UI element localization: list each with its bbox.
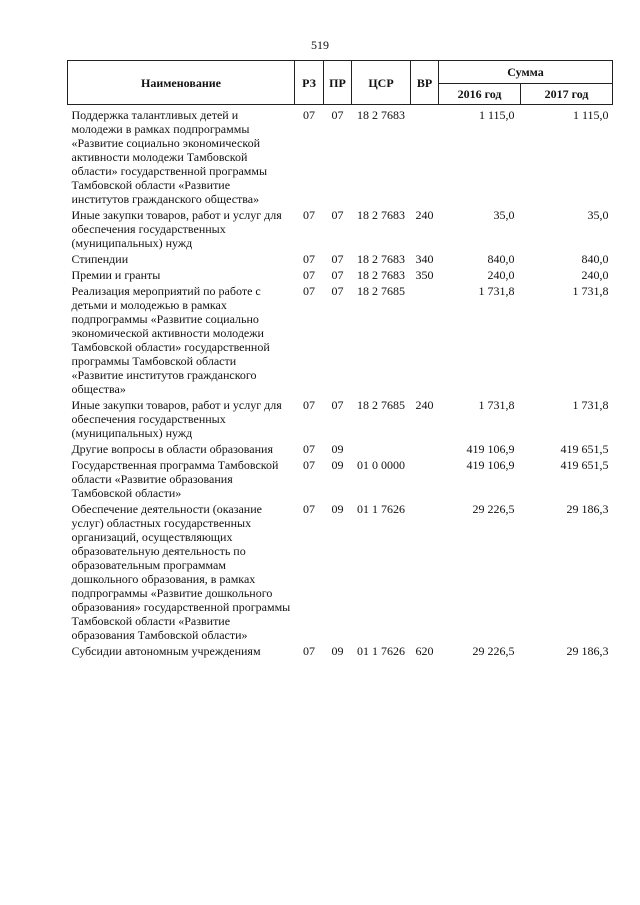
header-year-2017: 2017 год — [521, 84, 613, 105]
row-amount-2017: 840,0 — [581, 252, 609, 266]
row-rz: 07 — [303, 442, 315, 456]
row-amount-2016: 35,0 — [493, 208, 515, 222]
row-csr: 18 2 7683 — [357, 268, 405, 282]
row-amount-2016: 1 115,0 — [478, 108, 515, 122]
row-pr: 09 — [331, 458, 344, 472]
row-name: Премии и гранты — [71, 268, 161, 282]
row-amount-2016: 1 731,8 — [478, 398, 515, 412]
row-amount-2017: 419 651,5 — [560, 442, 609, 456]
row-name: Иные закупки товаров, работ и услуг для обеспечения государственных (муниципальных) нужд — [71, 208, 282, 250]
row-amount-2016: 29 226,5 — [472, 502, 515, 516]
row-pr: 07 — [331, 268, 344, 282]
row-vr: 240 — [415, 208, 434, 222]
table-row — [68, 105, 613, 209]
row-rz: 07 — [303, 458, 315, 472]
row-csr: 18 2 7685 — [357, 284, 405, 298]
row-csr: 18 2 7685 — [357, 398, 405, 412]
row-vr: 620 — [415, 644, 434, 658]
row-amount-2016: 29 226,5 — [472, 644, 515, 658]
row-vr — [411, 458, 439, 502]
page-number: 519 — [311, 38, 329, 52]
row-amount-2016: 1 731,8 — [478, 284, 515, 298]
row-vr: 350 — [415, 268, 434, 282]
header-name: Наименование — [68, 61, 295, 105]
row-csr: 18 2 7683 — [357, 208, 405, 222]
row-amount-2017: 35,0 — [587, 208, 609, 222]
header-vr: ВР — [411, 61, 439, 105]
table-row — [68, 458, 613, 502]
row-rz: 07 — [303, 398, 315, 412]
row-name: Субсидии автономным учреждениям — [71, 644, 261, 658]
row-rz: 07 — [303, 108, 315, 122]
row-amount-2017: 1 731,8 — [572, 284, 609, 298]
row-vr: 240 — [415, 398, 434, 412]
row-rz: 07 — [303, 502, 315, 516]
table-row — [68, 284, 613, 398]
row-amount-2017: 29 186,3 — [566, 502, 609, 516]
table-row — [68, 208, 613, 252]
row-vr — [411, 502, 439, 644]
row-name: Поддержка талантливых детей и молодежи в рамках подпрограммы «Развитие социально экономической активности молодежи Тамбовской области» государственной программы Тамбовской области «Развитие институтов гражданского общества» — [71, 108, 268, 206]
header-csr: ЦСР — [352, 61, 411, 105]
row-rz: 07 — [303, 284, 315, 298]
row-name: Государственная программа Тамбовской области «Развитие образования Тамбовской области» — [71, 458, 279, 500]
row-csr: 18 2 7683 — [357, 252, 405, 266]
header-rz: РЗ — [295, 61, 324, 105]
row-amount-2017: 419 651,5 — [560, 458, 609, 472]
row-amount-2017: 240,0 — [581, 268, 609, 282]
row-amount-2017: 29 186,3 — [566, 644, 609, 658]
row-pr: 09 — [331, 502, 344, 516]
row-name: Обеспечение деятельности (оказание услуг) областных государственных организаций, осуществляющих образовательную деятельность по образовательным программам дошкольного образования, в рамках подпрограммы «Развитие дошкольного образования» государственной программы Тамбовской области «Развитие образования Тамбовской области» — [71, 502, 291, 642]
row-rz: 07 — [303, 208, 315, 222]
row-rz: 07 — [303, 252, 315, 266]
header-year-2016: 2016 год — [439, 84, 521, 105]
table-row — [68, 644, 613, 660]
row-name: Стипендии — [71, 252, 129, 266]
table-row — [68, 398, 613, 442]
table-header — [68, 61, 613, 105]
row-vr — [411, 284, 439, 398]
header-sum: Сумма — [439, 61, 613, 84]
row-name: Другие вопросы в области образования — [71, 442, 273, 456]
row-pr: 07 — [331, 108, 344, 122]
row-amount-2016: 419 106,9 — [466, 442, 515, 456]
row-amount-2017: 1 731,8 — [572, 398, 609, 412]
row-rz: 07 — [303, 268, 315, 282]
row-csr: 01 1 7626 — [357, 502, 405, 516]
row-csr: 01 1 7626 — [357, 644, 405, 658]
table-row — [68, 252, 613, 268]
table-row — [68, 502, 613, 644]
row-name: Иные закупки товаров, работ и услуг для обеспечения государственных (муниципальных) нужд — [71, 398, 282, 440]
row-pr: 07 — [331, 398, 344, 412]
row-pr: 07 — [331, 284, 344, 298]
budget-table — [67, 60, 613, 660]
row-amount-2016: 240,0 — [487, 268, 515, 282]
table-row — [68, 442, 613, 458]
row-csr — [352, 442, 411, 458]
row-csr: 18 2 7683 — [357, 108, 405, 122]
row-pr: 07 — [331, 208, 344, 222]
row-name: Реализация мероприятий по работе с детьми и молодежью в рамках подпрограммы «Развитие социально экономической активности молодежи Тамбовской области» государственной программы Тамбовской области «Развитие институтов гражданского общества» — [71, 284, 270, 396]
row-pr: 07 — [331, 252, 344, 266]
row-pr: 09 — [331, 644, 344, 658]
row-vr: 340 — [415, 252, 434, 266]
row-csr: 01 0 0000 — [357, 458, 405, 472]
row-vr — [411, 105, 439, 209]
table-body — [68, 105, 613, 661]
row-amount-2016: 419 106,9 — [466, 458, 515, 472]
row-rz: 07 — [303, 644, 315, 658]
row-amount-2016: 840,0 — [487, 252, 515, 266]
row-vr — [411, 442, 439, 458]
table-row — [68, 268, 613, 284]
row-pr: 09 — [331, 442, 344, 456]
row-amount-2017: 1 115,0 — [572, 108, 609, 122]
header-pr: ПР — [324, 61, 352, 105]
